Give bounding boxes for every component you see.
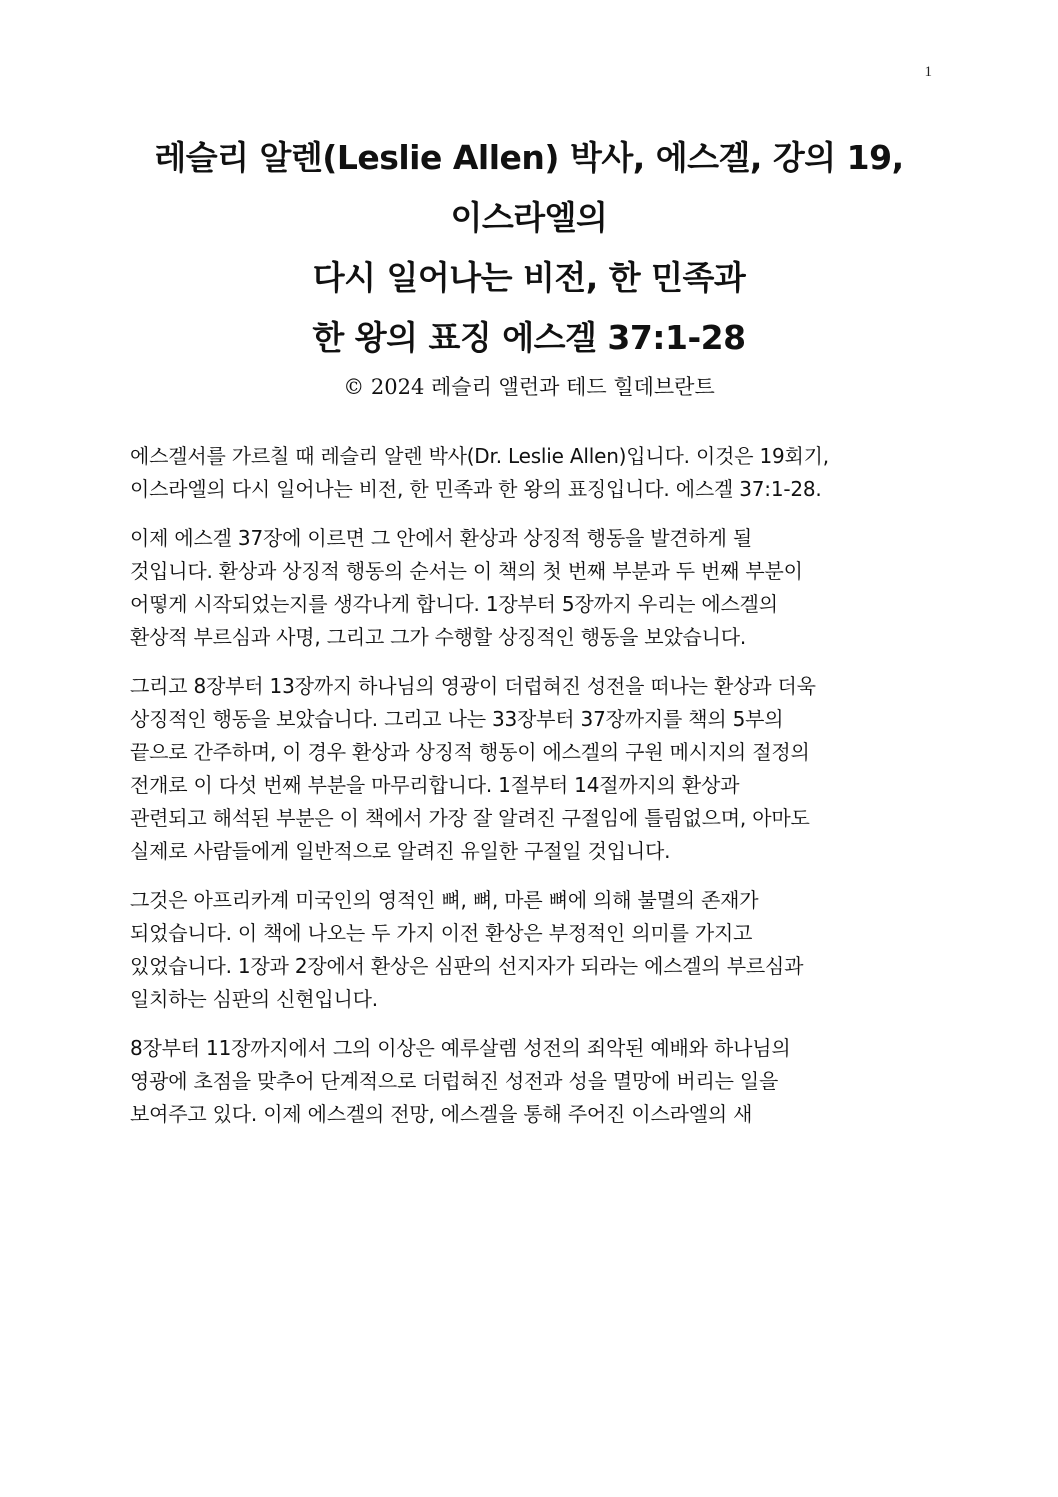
text-line: 영광에 초점을 맞추어 단계적으로 더럽혀진 성전과 성을 멸망에 버리는 일을 [130,1069,779,1093]
title-line: 이스라엘의 [450,198,608,237]
text-line: 8장부터 11장까지에서 그의 이상은 예루살렘 성전의 죄악된 예배와 하나님의 [130,1036,791,1060]
title-line: 다시 일어나는 비전, 한 민족과 [312,258,746,297]
page-number: 1 [924,64,932,80]
text-line: 이제 에스겔 37장에 이르면 그 안에서 환상과 상징적 행동을 발견하게 될 [130,526,752,550]
text-line: 일치하는 심판의 신현입니다. [130,987,378,1011]
text-line: 보여주고 있다. 이제 에스겔의 전망, 에스겔을 통해 주어진 이스라엘의 새 [130,1102,753,1126]
text-line: 있었습니다. 1장과 2장에서 환상은 심판의 선지자가 되라는 에스겔의 부르심과 [130,954,804,978]
text-line: 그것은 아프리카계 미국인의 영적인 뼈, 뼈, 마른 뼈에 의해 불멸의 존재가 [130,888,759,912]
text-line: 끝으로 간주하며, 이 경우 환상과 상징적 행동이 에스겔의 구원 메시지의 절정의 [130,740,810,764]
body-text [130,440,930,1147]
title-line: 레슬리 알렌(Leslie Allen) 박사, 에스겔, 강의 19, [154,138,904,177]
text-line: 되었습니다. 이 책에 나오는 두 가지 이전 환상은 부정적인 의미를 가지고 [130,921,753,945]
paragraph [130,440,930,506]
title-block [110,128,948,402]
text-line: 것입니다. 환상과 상징적 행동의 순서는 이 책의 첫 번째 부분과 두 번째 부분이 [130,559,803,583]
text-line: 그리고 8장부터 13장까지 하나님의 영광이 더럽혀진 성전을 떠나는 환상과 더욱 [130,674,816,698]
paragraph [130,1032,930,1131]
copyright-notice: © 2024 레슬리 앨런과 테드 힐데브란트 [343,375,715,399]
title-line: 한 왕의 표징 에스겔 37:1-28 [312,318,746,357]
text-line: 전개로 이 다섯 번째 부분을 마무리합니다. 1절부터 14절까지의 환상과 [130,773,740,797]
paragraph [130,884,930,1016]
text-line: 에스겔서를 가르칠 때 레슬리 알렌 박사(Dr. Leslie Allen)입니다. 이것은 19회기, [130,444,829,468]
text-line: 상징적인 행동을 보았습니다. 그리고 나는 33장부터 37장까지를 책의 5부의 [130,707,784,731]
text-line: 관련되고 해석된 부분은 이 책에서 가장 잘 알려진 구절임에 틀림없으며, 아마도 [130,806,810,830]
paragraph [130,670,930,868]
text-line: 환상적 부르심과 사명, 그리고 그가 수행할 상징적인 행동을 보았습니다. [130,625,747,649]
paragraph [130,522,930,654]
text-line: 실제로 사람들에게 일반적으로 알려진 유일한 구절일 것입니다. [130,839,671,863]
text-line: 이스라엘의 다시 일어나는 비전, 한 민족과 한 왕의 표징입니다. 에스겔 37:1-28. [130,477,822,501]
text-line: 어떻게 시작되었는지를 생각나게 합니다. 1장부터 5장까지 우리는 에스겔의 [130,592,778,616]
